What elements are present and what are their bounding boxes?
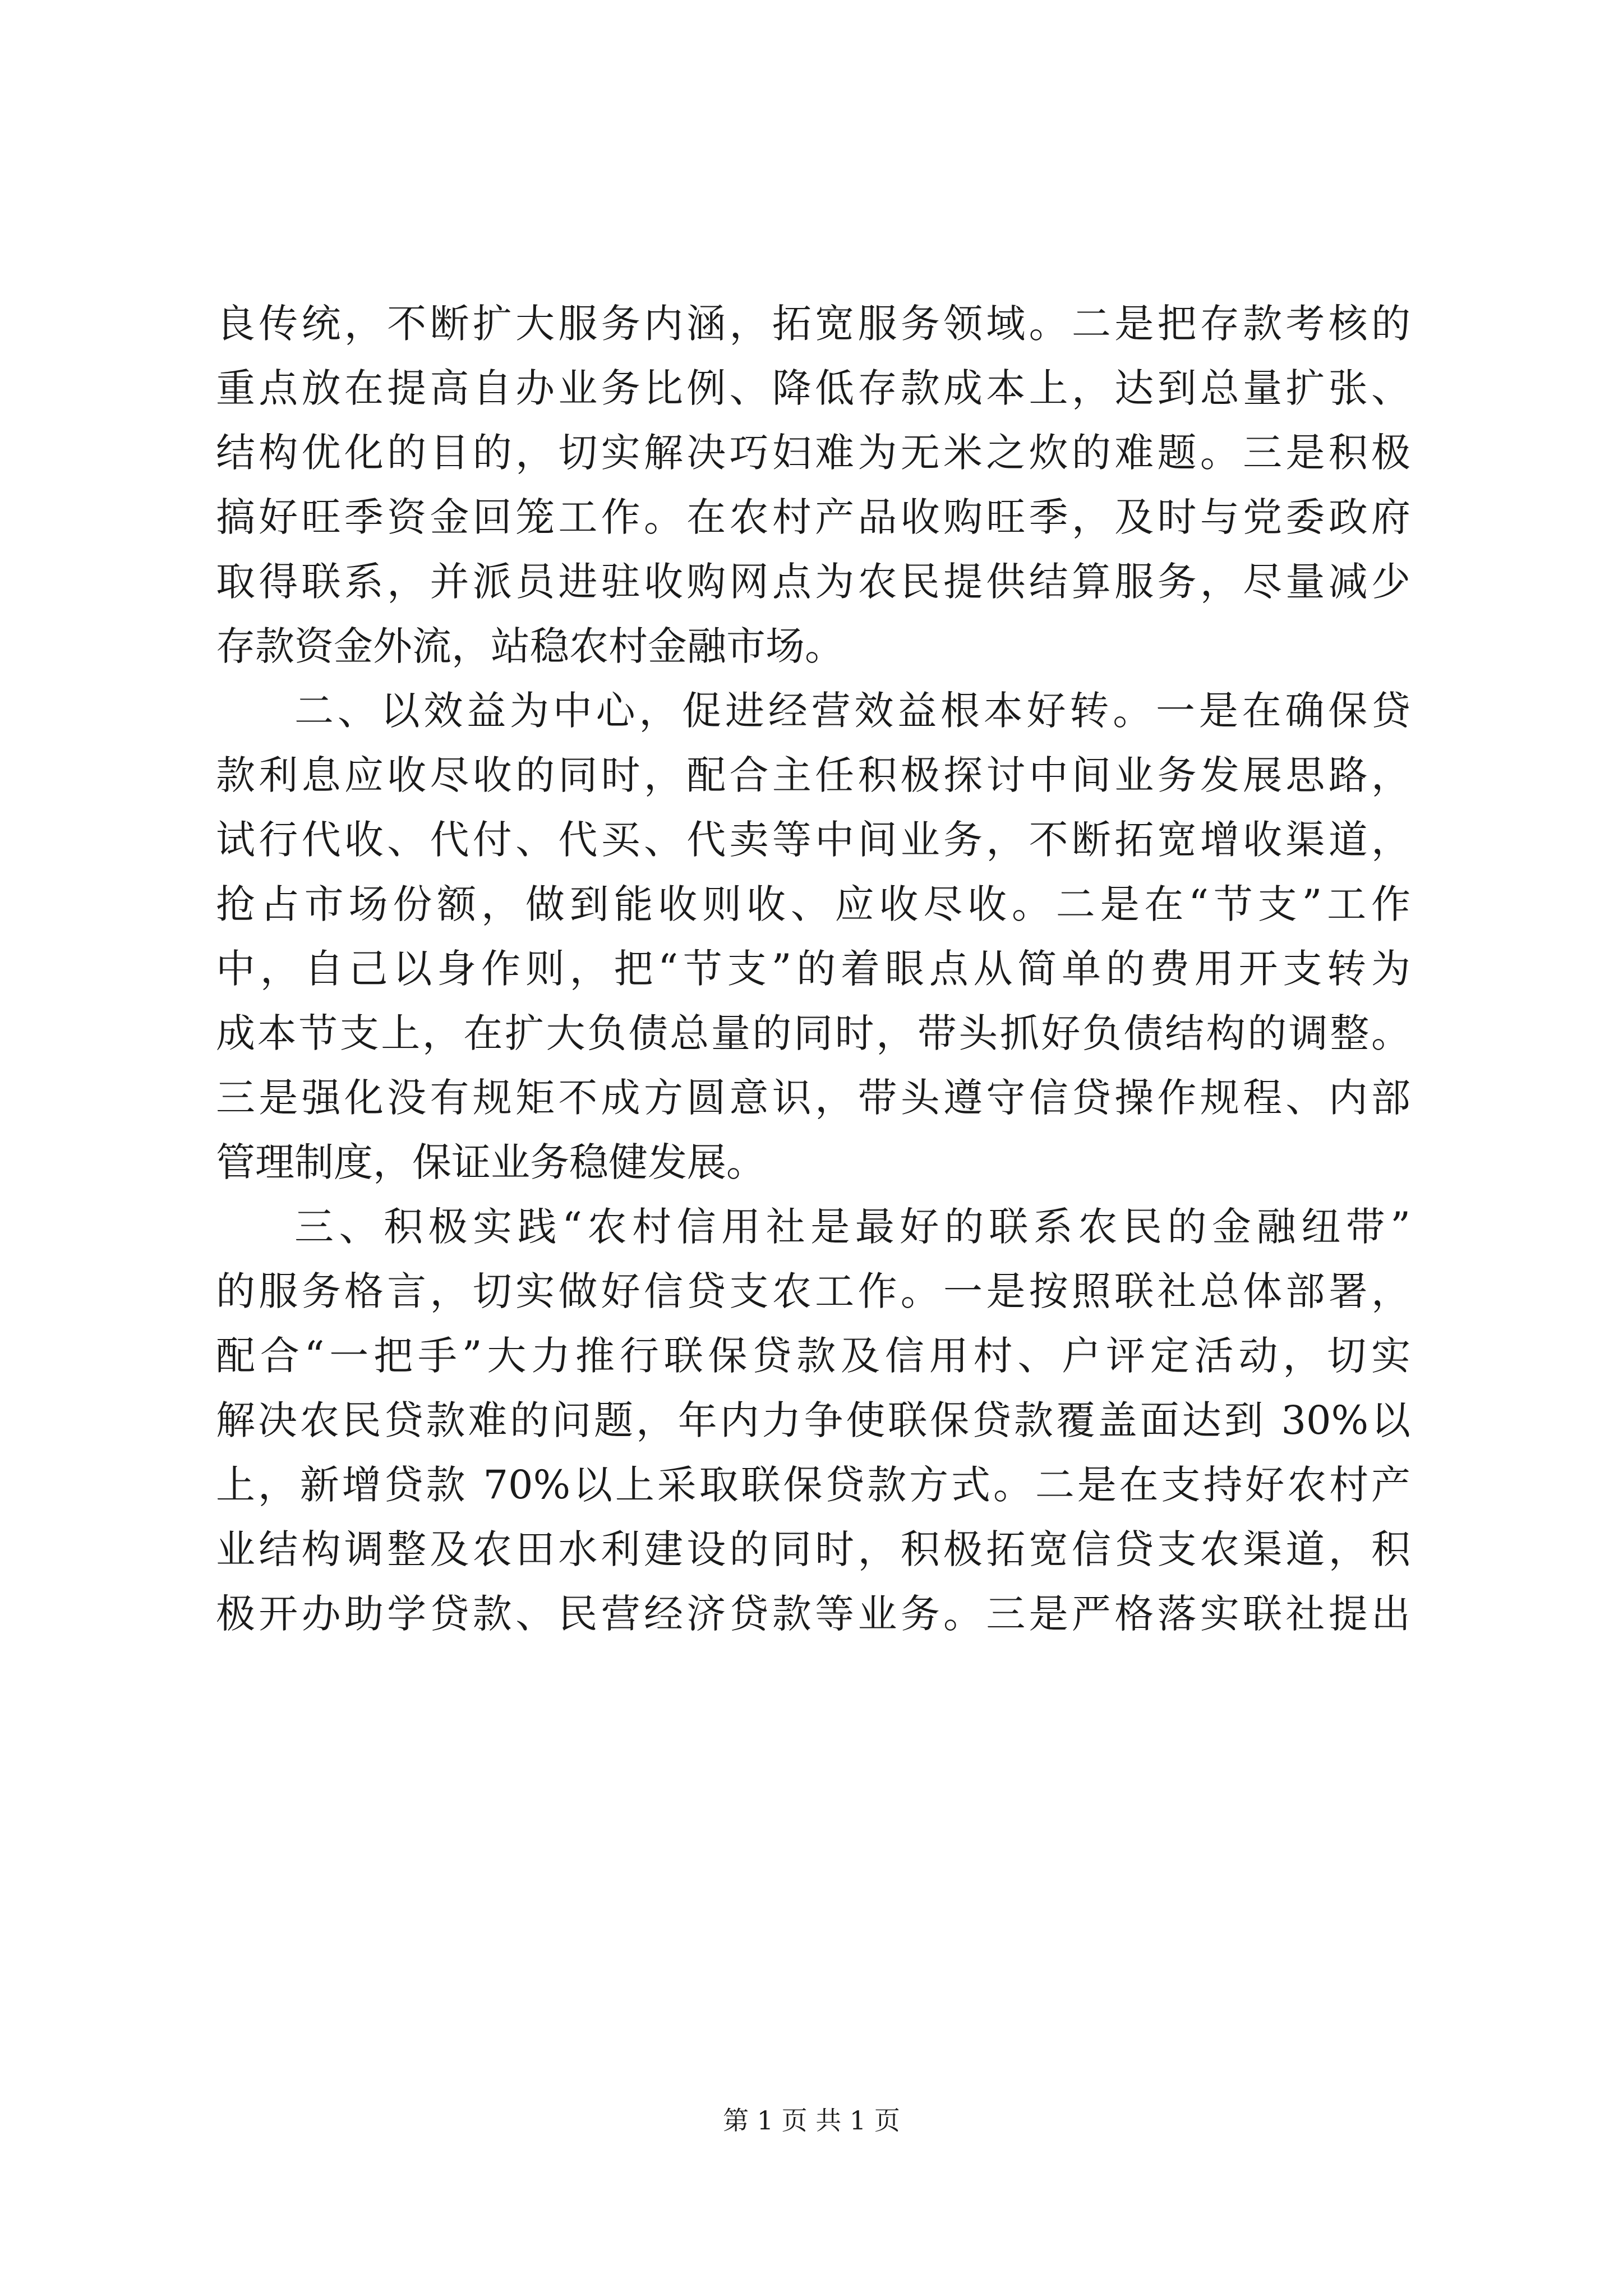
text-line: 存款资金外流，站稳农村金融市场。 [216, 623, 844, 669]
page-footer: 第 1 页 共 1 页 [723, 2105, 900, 2136]
text-line: 解决农民贷款难的问题，年内力争使联保贷款覆盖面达到 30%以 [216, 1397, 1410, 1443]
text-line: 取得联系，并派员进驻收购网点为农民提供结算服务，尽量减少 [216, 559, 1410, 605]
text-line: 款利息应收尽收的同时，配合主任积极探讨中间业务发展思路， [216, 752, 1410, 798]
text-line: 管理制度，保证业务稳健发展。 [216, 1139, 766, 1185]
text-line: 中，自己以身作则，把“节支”的着眼点从简单的费用开支转为 [216, 946, 1410, 992]
text-line: 成本节支上，在扩大负债总量的同时，带头抓好负债结构的调整。 [216, 1010, 1410, 1056]
text-line: 搞好旺季资金回笼工作。在农村产品收购旺季，及时与党委政府 [216, 494, 1410, 540]
text-line: 三是强化没有规矩不成方圆意识，带头遵守信贷操作规程、内部 [216, 1075, 1410, 1121]
text-line: 二、以效益为中心，促进经营效益根本好转。一是在确保贷 [294, 688, 1410, 734]
text-line: 试行代收、代付、代买、代卖等中间业务，不断拓宽增收渠道， [216, 817, 1410, 863]
text-line: 良传统，不断扩大服务内涵，拓宽服务领域。二是把存款考核的 [216, 301, 1410, 347]
text-line: 重点放在提高自办业务比例、降低存款成本上，达到总量扩张、 [216, 365, 1410, 411]
text-line: 业结构调整及农田水利建设的同时，积极拓宽信贷支农渠道，积 [216, 1526, 1410, 1572]
text-line: 上，新增贷款 70%以上采取联保贷款方式。二是在支持好农村产 [216, 1462, 1410, 1508]
text-line: 的服务格言，切实做好信贷支农工作。一是按照联社总体部署， [216, 1268, 1410, 1314]
text-line: 三、积极实践“农村信用社是最好的联系农民的金融纽带” [294, 1204, 1410, 1250]
body-text [216, 292, 1410, 1646]
text-line: 结构优化的目的，切实解决巧妇难为无米之炊的难题。三是积极 [216, 430, 1410, 476]
text-line: 配合“一把手”大力推行联保贷款及信用村、户评定活动，切实 [216, 1333, 1410, 1379]
text-line: 抢占市场份额，做到能收则收、应收尽收。二是在“节支”工作 [216, 881, 1410, 927]
text-line: 极开办助学贷款、民营经济贷款等业务。三是严格落实联社提出 [216, 1591, 1410, 1637]
